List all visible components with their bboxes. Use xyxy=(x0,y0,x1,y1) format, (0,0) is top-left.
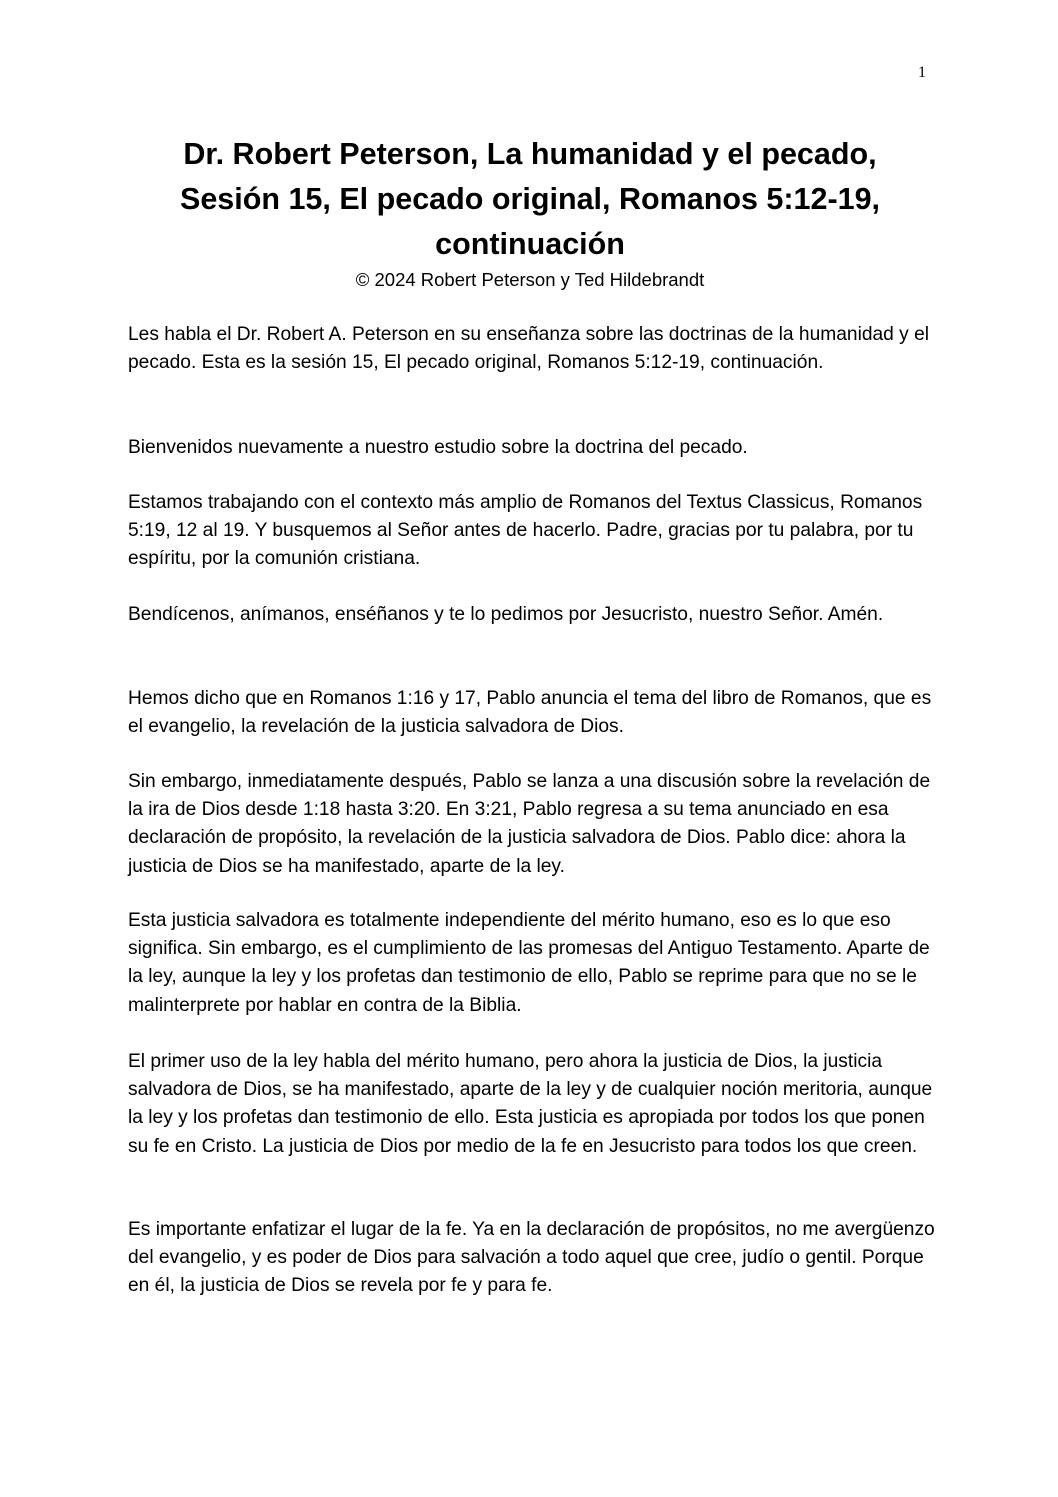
document-title xyxy=(110,132,950,267)
paragraph: Bendícenos, anímanos, enséñanos y te lo pedimos por Jesucristo, nuestro Señor. Amén. xyxy=(128,604,884,625)
paragraph: Estamos trabajando con el contexto más amplio de Romanos del Textus Classicus, Romanos 5:19, 12 al 19. Y busquemos al Señor antes de hacerlo. Padre, gracias por tu palabra, por tu espíritu, por la comunión cristiana. xyxy=(128,492,923,570)
paragraph: Hemos dicho que en Romanos 1:16 y 17, Pablo anuncia el tema del libro de Romanos, que es el evangelio, la revelación de la justicia salvadora de Dios. xyxy=(128,688,932,738)
page-number: 1 xyxy=(918,64,926,81)
title-line: Sesión 15, El pecado original, Romanos 5:12-19, xyxy=(179,182,881,216)
paragraph: El primer uso de la ley habla del mérito humano, pero ahora la justicia de Dios, la justicia salvadora de Dios, se ha manifestado, aparte de la ley y de cualquier noción meritoria, aunque la ley y los profetas dan testimonio de ello. Esta justicia es apropiada por todos los que ponen su fe en Cristo. La justicia de Dios por medio de la fe en Jesucristo para todos los que creen. xyxy=(128,1051,933,1157)
paragraph: Es importante enfatizar el lugar de la fe. Ya en la declaración de propósitos, no me avergüenzo del evangelio, y es poder de Dios para salvación a todo aquel que cree, judío o gentil. Porque en él, la justicia de Dios se revela por fe y para fe. xyxy=(128,1219,935,1297)
title-line: Dr. Robert Peterson, La humanidad y el pecado, xyxy=(183,137,877,171)
paragraph: Les habla el Dr. Robert A. Peterson en su enseñanza sobre las doctrinas de la humanidad y el pecado. Esta es la sesión 15, El pecado original, Romanos 5:12-19, continuación. xyxy=(128,324,930,374)
title-line: continuación xyxy=(435,227,625,261)
paragraph: Bienvenidos nuevamente a nuestro estudio sobre la doctrina del pecado. xyxy=(128,437,748,458)
paragraph: Esta justicia salvadora es totalmente independiente del mérito humano, eso es lo que eso significa. Sin embargo, es el cumplimiento de las promesas del Antiguo Testamento. Aparte de la ley, aunque la ley y los profetas dan testimonio de ello, Pablo se reprime para que no se le malinterprete por hablar en contra de la Biblia. xyxy=(128,910,930,1016)
copyright-notice: © 2024 Robert Peterson y Ted Hildebrandt xyxy=(355,269,705,290)
paragraph: Sin embargo, inmediatamente después, Pablo se lanza a una discusión sobre la revelación de la ira de Dios desde 1:18 hasta 3:20. En 3:21, Pablo regresa a su tema anunciado en esa declaración de propósito, la revelación de la justicia salvadora de Dios. Pablo dice: ahora la justicia de Dios se ha manifestado, aparte de la ley. xyxy=(128,771,931,877)
